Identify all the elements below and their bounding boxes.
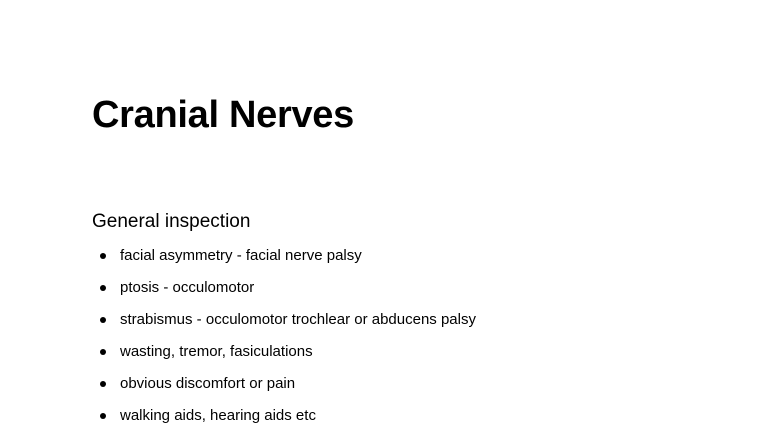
list-item [100,243,476,275]
bullet-dot-icon [100,285,106,291]
bullet-dot-icon [100,381,106,387]
list-item [100,275,476,307]
list-item [100,371,476,403]
bullet-dot-icon [100,349,106,355]
list-item-text: obvious discomfort or pain [120,375,296,392]
list-item-text: walking aids, hearing aids etc [120,407,316,424]
list-item-text: ptosis - occulomotor [120,279,255,296]
list-item-text: wasting, tremor, fasiculations [120,343,313,360]
section-heading: General inspection [92,211,251,232]
list-item [100,339,476,371]
list-item-text: strabismus - occulomotor trochlear or abducens palsy [120,311,476,328]
bullet-dot-icon [100,413,106,419]
bullet-dot-icon [100,317,106,323]
list-item [100,403,476,435]
slide-title: Cranial Nerves [92,94,354,136]
bullet-dot-icon [100,253,106,259]
bullet-list [100,243,476,435]
list-item [100,307,476,339]
list-item-text: facial asymmetry - facial nerve palsy [120,247,362,264]
